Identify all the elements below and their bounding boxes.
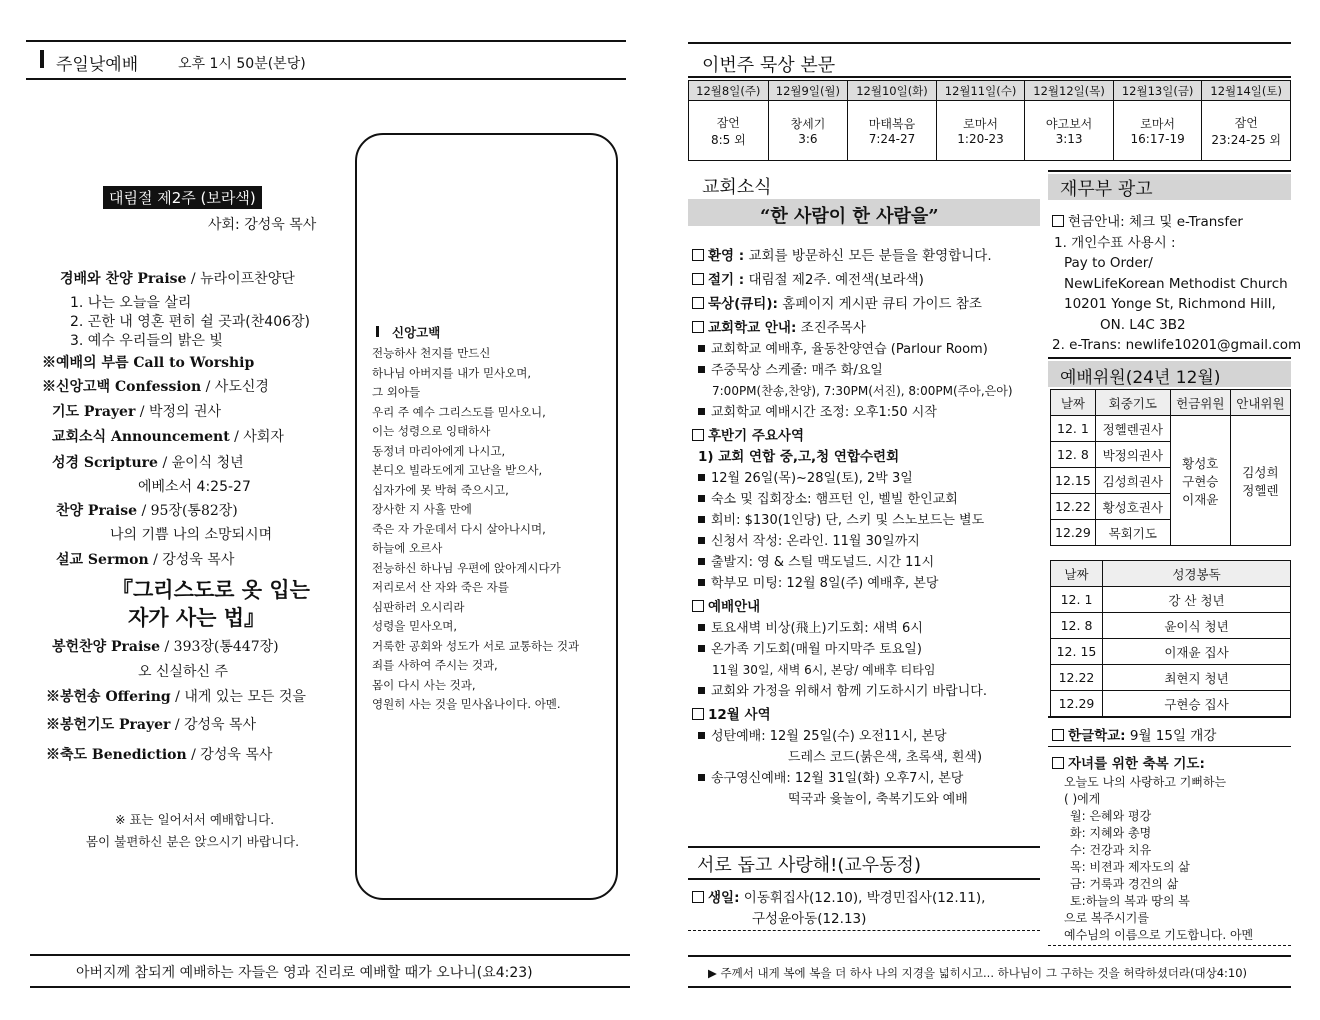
passage-book: 로마서 — [963, 117, 998, 131]
meditation-date: 12월9일(월) — [768, 81, 848, 101]
reading-person: 최현지 청년 — [1103, 665, 1291, 691]
creed-line: 저리로서 산 자와 죽은 자를 — [372, 580, 509, 594]
order-item: ※봉헌송 Offering / 내게 있는 모든 것을 — [46, 689, 306, 705]
committee-header: 헌금위원 — [1170, 390, 1230, 416]
season-badge: 대림절 제2주 (보라색) — [103, 186, 262, 209]
committee-prayer: 황성호권사 — [1095, 494, 1170, 520]
blessing-line: 오늘도 나의 사랑하고 기뻐하는 — [1064, 775, 1227, 789]
order-item: 2. 곤한 내 영혼 편히 쉴 곳과(찬406장) — [70, 314, 310, 330]
order-item: ※예배의 부름 Call to Worship — [42, 355, 255, 371]
news-item — [692, 597, 1040, 618]
creed-line: 성령을 믿사오며, — [372, 619, 458, 633]
passage-verse: 23:24-25 외 — [1211, 132, 1281, 147]
news-value: 홈페이지 게시판 큐티 가이드 참조 — [777, 296, 982, 312]
meditation-table — [688, 80, 1291, 161]
blessing-title: 자녀를 위한 축복 기도: — [1052, 752, 1205, 772]
table-row — [1051, 587, 1291, 613]
passage-book: 잠언 — [1234, 115, 1258, 130]
news-text: 송구영신예배: 12월 31일(화) 오후7시, 본당 — [711, 771, 964, 786]
news-text: 교회와 가정을 위해서 함께 기도하시기 바랍니다. — [711, 684, 987, 699]
reading-person: 강 산 청년 — [1103, 587, 1291, 613]
blessing-line: 목: 비젼과 제자도의 삶 — [1070, 860, 1190, 874]
blessing-line: ( )에게 — [1064, 792, 1101, 806]
creed-line: 그 외아들 — [372, 385, 421, 399]
order-item: ※축도 Benediction / 강성욱 목사 — [46, 747, 273, 763]
creed-line: 본디오 빌라도에게 고난을 받으사, — [372, 463, 543, 477]
news-title: 교회소식 — [702, 177, 772, 198]
table-row — [1051, 613, 1291, 639]
news-item — [692, 768, 1040, 789]
news-text: 출발지: 영 & 스틸 맥도널드. 시간 11시 — [711, 555, 935, 570]
news-item — [692, 270, 1040, 291]
creed-text — [372, 344, 579, 715]
news-item — [692, 489, 1040, 510]
creed-line: 심판하러 오시리라 — [372, 599, 465, 614]
news-text: 회비: $130(1인당) 단, 스키 및 스노보드는 별도 — [711, 513, 985, 528]
blessing-line: 화: 지혜와 총명 — [1070, 826, 1152, 840]
news-text: 학부모 미팅: 12월 8일(주) 예배후, 본당 — [711, 576, 939, 591]
news-text: 온가족 기도회(매월 마지막주 토요일) — [711, 642, 922, 657]
news-text: 주중묵상 스케줄: 매주 화/요일 — [711, 363, 883, 378]
passage-verse: 3:13 — [1055, 132, 1083, 146]
news-text: 교회학교 예배후, 율동찬양연습 (Parlour Room) — [711, 342, 988, 357]
presider: 사회: 강성욱 목사 — [208, 217, 317, 233]
news-text: 토요새벽 비상(飛上)기도회: 새벽 6시 — [711, 621, 923, 636]
creed-line: 몸이 다시 사는 것과, — [372, 677, 476, 692]
sermon-title-line2: 자가 사는 법』 — [128, 605, 266, 630]
meditation-passage — [1113, 101, 1202, 161]
news-text: 교회학교 예배시간 조정: 오후1:50 시작 — [711, 405, 937, 420]
blessing-line: 토:하늘의 복과 땅의 복 — [1070, 894, 1190, 908]
reading-date: 12.22 — [1051, 665, 1103, 691]
news-key: 환영 : — [708, 248, 745, 264]
creed-line: 하나님 아버지를 내가 믿사오며, — [372, 365, 532, 380]
creed-title: 신앙고백 — [392, 325, 441, 340]
news-item: 1) 교회 연합 중,고,청 연합수련회 — [698, 449, 900, 465]
birthday-line: 생일: 이동휘집사(12.10), 박경민집사(12.11), — [692, 886, 985, 906]
reading-date: 12.29 — [1051, 691, 1103, 717]
order-item: 찬양 Praise / 95장(통82장) — [56, 503, 238, 519]
creed-line: 거룩한 공회와 성도가 서로 교통하는 것과 — [372, 638, 580, 653]
creed-line: 전능하사 천지를 만드신 — [372, 346, 491, 360]
creed-line: 우리 주 예수 그리스도를 믿사오니, — [372, 404, 546, 419]
news-item — [692, 618, 1040, 639]
usher-team: 김성희 정헬렌 — [1230, 416, 1290, 546]
birthday-line2: 구성윤아동(12.13) — [752, 911, 867, 927]
news-key: 묵상(큐티): — [708, 296, 778, 312]
news-item — [692, 705, 1040, 726]
news-key: 절기 : — [708, 272, 745, 288]
news-item — [692, 681, 1040, 702]
news-item: 7:00PM(찬송,찬양), 7:30PM(서진), 8:00PM(주아,은아) — [712, 384, 1013, 398]
creed-line: 하늘에 오르사 — [372, 541, 443, 555]
news-item: 드레스 코드(붉은색, 초록색, 흰색) — [788, 750, 983, 765]
committee-header: 안내위원 — [1230, 390, 1290, 416]
news-item — [692, 468, 1040, 489]
committee-prayer: 김성희권사 — [1095, 468, 1170, 494]
passage-verse: 16:17-19 — [1130, 132, 1185, 146]
footer-verse-right: ▶ 주께서 내게 복에 복을 더 하사 나의 지경을 넓히시고... 하나님이 그 구하는 것을 허락하셨더라(대상4:10) — [708, 966, 1248, 980]
order-item: ※봉헌기도 Prayer / 강성욱 목사 — [46, 717, 257, 733]
committee-header: 회중기도 — [1095, 390, 1170, 416]
news-item — [692, 426, 1040, 447]
creed-line: 영원히 사는 것을 믿사옵나이다. 아멘. — [372, 697, 561, 711]
committee-table — [1050, 389, 1291, 546]
meditation-passage — [689, 101, 769, 161]
blessing-line: 수: 건강과 치유 — [1070, 843, 1152, 857]
reading-date: 12. 1 — [1051, 587, 1103, 613]
news-item — [692, 339, 1040, 360]
creed-line: 죽은 자 가운데서 다시 살아나시며, — [372, 521, 546, 536]
reading-person: 윤이식 청년 — [1103, 613, 1291, 639]
news-value: 대림절 제2주. 예전색(보라색) — [744, 272, 924, 288]
committee-title: 예배위원(24년 12월) — [1060, 368, 1221, 388]
meditation-passage — [1202, 101, 1291, 161]
offering-team: 황성호 구현승 이재윤 — [1170, 416, 1230, 546]
meditation-date: 12월14일(토) — [1202, 81, 1291, 101]
committee-date: 12. 1 — [1051, 416, 1096, 442]
creed-line: 십자가에 못 박혀 죽으시고, — [372, 482, 509, 497]
meditation-title: 이번주 묵상 본문 — [702, 55, 836, 76]
order-item: 3. 예수 우리들의 밝은 빛 — [70, 333, 223, 349]
committee-header: 날짜 — [1051, 390, 1096, 416]
order-item: 나의 기쁨 나의 소망되시며 — [110, 527, 273, 543]
sermon-title-line1: 『그리스도로 옷 입는 — [112, 577, 310, 602]
reading-person: 구현승 집사 — [1103, 691, 1291, 717]
order-item: 경배와 찬양 Praise / 뉴라이프찬양단 — [60, 271, 295, 287]
news-text: 신청서 작성: 온라인. 11월 30일까지 — [711, 534, 920, 549]
news-list — [692, 243, 1040, 810]
committee-prayer: 박정의권사 — [1095, 442, 1170, 468]
passage-verse: 7:24-27 — [868, 132, 916, 146]
table-row — [1051, 691, 1291, 717]
service-time: 오후 1시 50분(본당) — [178, 56, 306, 72]
meditation-passage — [1025, 101, 1114, 161]
news-item — [692, 552, 1040, 573]
creed-line: 죄를 사하여 주시는 것과, — [372, 658, 498, 672]
blessing-line: 금: 거룩과 경건의 삶 — [1070, 877, 1179, 891]
creed-line: 동정녀 마리아에게 나시고, — [372, 443, 506, 458]
news-text: 숙소 및 집회장소: 햄프턴 인, 벨빌 한인교회 — [711, 492, 958, 507]
passage-book: 로마서 — [1140, 117, 1176, 131]
meditation-date: 12월13일(금) — [1113, 81, 1202, 101]
committee-date: 12. 8 — [1051, 442, 1096, 468]
meditation-date: 12월12일(목) — [1025, 81, 1114, 101]
passage-verse: 3:6 — [798, 132, 818, 146]
table-row — [1051, 639, 1291, 665]
news-item — [692, 639, 1040, 660]
committee-date: 12.15 — [1051, 468, 1096, 494]
reading-header: 성경봉독 — [1103, 561, 1291, 587]
news-item — [692, 510, 1040, 531]
passage-verse: 1:20-23 — [957, 132, 1004, 146]
order-item: 교회소식 Announcement / 사회자 — [52, 429, 284, 445]
fellowship-title: 서로 돕고 사랑해!(교우동정) — [697, 855, 921, 876]
finance-title: 재무부 광고 — [1060, 179, 1153, 200]
passage-verse: 8:5 외 — [710, 132, 746, 147]
service-title: 주일낮예배 — [56, 55, 139, 75]
table-row — [1051, 416, 1291, 442]
creed-line: 이는 성령으로 잉태하사 — [372, 424, 491, 438]
seated-note: 몸이 불편하신 분은 앉으시기 바랍니다. — [86, 834, 300, 849]
reading-date: 12. 15 — [1051, 639, 1103, 665]
news-text: 성탄예배: 12월 25일(수) 오전11시, 본당 — [711, 729, 947, 744]
blessing-line: 예수님의 이름으로 기도합니다. 아멘 — [1064, 928, 1254, 942]
order-item: 1. 나는 오늘을 살리 — [70, 295, 192, 311]
news-key: 12월 사역 — [708, 707, 771, 723]
news-text: 12월 26일(목)~28일(토), 2박 3일 — [711, 471, 913, 486]
news-banner: “한 사람이 한 사람을” — [760, 206, 939, 227]
committee-date: 12.29 — [1051, 520, 1096, 546]
standing-note: ※ 표는 일어서서 예배합니다. — [115, 812, 275, 827]
news-item — [692, 294, 1040, 315]
meditation-passage — [848, 101, 937, 161]
meditation-date: 12월11일(수) — [936, 81, 1025, 101]
blessing-line: 월: 은혜와 평강 — [1070, 809, 1152, 823]
news-item — [692, 531, 1040, 552]
committee-prayer: 정헬렌권사 — [1095, 416, 1170, 442]
meditation-passage — [936, 101, 1025, 161]
committee-date: 12.22 — [1051, 494, 1096, 520]
news-item — [692, 318, 1040, 339]
news-item: 11월 30일, 새벽 6시, 본당/ 예배후 티타임 — [712, 663, 936, 677]
news-key: 예배안내 — [708, 599, 761, 615]
news-item — [692, 402, 1040, 423]
news-item — [692, 573, 1040, 594]
order-item: 에베소서 4:25-27 — [138, 479, 251, 495]
order-item: 설교 Sermon / 강성욱 목사 — [56, 552, 235, 568]
creed-line: 장사한 지 사흘 만에 — [372, 502, 472, 516]
news-item — [692, 726, 1040, 747]
blessing-line: 으로 복주시기를 — [1064, 911, 1149, 925]
footer-verse: 아버지께 참되게 예배하는 자들은 영과 진리로 예배할 때가 오나니(요4:23) — [76, 965, 533, 981]
news-key: 교회학교 안내: — [708, 320, 797, 336]
reading-date: 12. 8 — [1051, 613, 1103, 639]
news-value: 조진주목사 — [796, 320, 866, 336]
passage-book: 야고보서 — [1045, 117, 1093, 131]
order-item: 오 신실하신 주 — [138, 664, 229, 680]
creed-line: 전능하신 하나님 우편에 앉아계시다가 — [372, 560, 561, 575]
reading-table — [1050, 560, 1291, 717]
news-key: 후반기 주요사역 — [708, 428, 804, 444]
order-item: 기도 Prayer / 박정의 권사 — [52, 404, 222, 420]
news-value: 교회를 방문하신 모든 분들을 환영합니다. — [744, 248, 992, 264]
finance-block: 현금안내: 체크 및 e-Transfer 1. 개인수표 사용시 : Pay to Order/ NewLifeKorean Methodist Church 10201 Yonge St, Richmond Hill, ON. L4C 3B2 2. e-Trans: newlife10201@gmail.com — [1052, 214, 1302, 353]
hangul-school: 한글학교: 9월 15일 개강 — [1052, 724, 1216, 744]
committee-prayer: 목회기도 — [1095, 520, 1170, 546]
table-row — [1051, 665, 1291, 691]
blessing-text — [1064, 774, 1253, 944]
order-item: ※신앙고백 Confession / 사도신경 — [42, 379, 269, 395]
passage-book: 잠언 — [716, 115, 740, 130]
reading-header: 날짜 — [1051, 561, 1103, 587]
news-item: 떡국과 윷놀이, 축복기도와 예배 — [788, 792, 968, 807]
meditation-passage — [768, 101, 848, 161]
meditation-date: 12월8일(주) — [689, 81, 769, 101]
meditation-date: 12월10일(화) — [848, 81, 937, 101]
passage-book: 마태복음 — [868, 117, 916, 131]
order-item: 봉헌찬양 Praise / 393장(통447장) — [52, 639, 279, 655]
order-item: 성경 Scripture / 윤이식 청년 — [52, 455, 244, 471]
news-item — [692, 246, 1040, 267]
news-item — [692, 360, 1040, 381]
reading-person: 이재윤 집사 — [1103, 639, 1291, 665]
passage-book: 창세기 — [790, 117, 826, 131]
